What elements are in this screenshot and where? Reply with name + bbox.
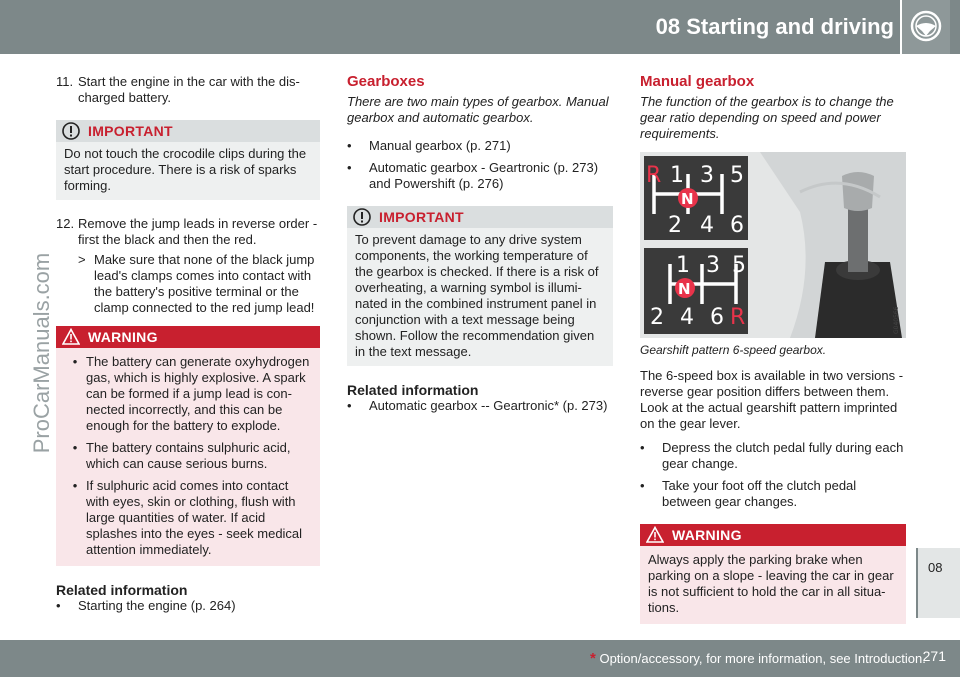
- section-intro: There are two main types of gearbox. Manual gearbox and automatic gearbox.: [347, 94, 609, 125]
- gear-label: 3: [706, 253, 720, 278]
- warning-box: [640, 524, 906, 624]
- step-number: 12.: [56, 216, 75, 231]
- asterisk: *: [590, 650, 596, 667]
- section-intro: The function of the gearbox is to change the gear ratio depending on speed and power requirements.: [640, 94, 894, 141]
- warning-label: WARNING: [88, 329, 158, 345]
- warning-triangle-icon: [62, 328, 80, 346]
- exclamation-icon: [62, 122, 80, 140]
- figure-code: G040566: [893, 306, 900, 334]
- sub-step-marker: >: [78, 252, 86, 267]
- gear-label: 1: [670, 163, 684, 188]
- column-3: [640, 74, 906, 624]
- gear-label: 5: [732, 253, 746, 278]
- footer-note-text: Option/accessory, for more information, see Introduction.: [599, 651, 926, 666]
- step-number: 11.: [56, 74, 74, 89]
- important-text: To prevent damage to any drive system components, the working temperature of the gearbox is checked. If there is a risk of overheating, a warning symbol is illumi- nated in the combined instrument panel in conjunction with a text message being shown. Follow the recommendation given in the text message.: [347, 228, 613, 366]
- list-item: • Take your foot off the clutch pedal between gear changes.: [640, 478, 857, 509]
- step-text: Start the engine in the car with the dis- charged battery.: [78, 74, 300, 105]
- warning-item: • The battery can generate oxyhydrogen gas, which is highly explosive. A spark can be formed if a jump lead is con- nected incorrectly, and this can be enough for the battery to explode.: [72, 354, 310, 433]
- warning-box: [56, 326, 320, 566]
- chapter-icon-box: [900, 0, 950, 54]
- important-box: [347, 206, 613, 366]
- warning-triangle-icon: [646, 526, 664, 544]
- gear-label: 6: [730, 213, 744, 238]
- reverse-label: R: [646, 163, 662, 188]
- related-link[interactable]: • Automatic gearbox -- Geartronic* (p. 273): [347, 398, 608, 413]
- neutral-label: N: [681, 190, 694, 208]
- watermark: ProCarManuals.com: [29, 252, 54, 454]
- important-box: [56, 120, 320, 200]
- gearshift-figure: [640, 152, 906, 338]
- related-info: [56, 582, 320, 614]
- section-title: Gearboxes: [347, 73, 425, 90]
- gearshift-illustration: [640, 152, 906, 338]
- warning-text: Always apply the parking brake when parking on a slope - leaving the car in gear is not sufficient to hold the car in all situa- tions.: [640, 546, 906, 624]
- step-text: Remove the jump leads in reverse order - first the black and then the red.: [78, 216, 318, 247]
- chapter-tab[interactable]: [916, 548, 960, 618]
- important-header: [56, 120, 320, 142]
- gear-label: 4: [680, 305, 694, 330]
- important-text: Do not touch the crocodile clips during the start procedure. There is a risk of sparks forming.: [56, 142, 320, 200]
- gear-label: 2: [668, 213, 682, 238]
- section-title: Manual gearbox: [640, 73, 755, 90]
- important-label: IMPORTANT: [379, 209, 464, 225]
- important-label: IMPORTANT: [88, 123, 173, 139]
- gearbox-link[interactable]: • Manual gearbox (p. 271): [347, 138, 511, 153]
- gear-label: 5: [730, 163, 744, 188]
- figure-caption: Gearshift pattern 6-speed gearbox.: [640, 343, 827, 357]
- warning-item: • If sulphuric acid comes into contact with eyes, skin or clothing, flush with large quantities of water. If acid splashes into the eyes - seek medical attention immediately.: [72, 478, 303, 557]
- sub-step-text: Make sure that none of the black jump lead's clamps comes into contact with the battery's positive terminal or the clamp connected to the red jump lead!: [94, 252, 315, 315]
- related-title: Related information: [347, 382, 479, 398]
- list-item: • Depress the clutch pedal fully during each gear change.: [640, 440, 904, 471]
- important-header: [347, 206, 613, 228]
- steering-wheel-icon: [909, 9, 943, 43]
- body-text: The 6-speed box is available in two versions - reverse gear position differs between them. Look at the actual gearshift pattern imprinted on the gear lever.: [640, 368, 904, 431]
- gearbox-link[interactable]: • Automatic gearbox - Geartronic (p. 273) and Powershift (p. 276): [347, 160, 599, 191]
- gear-label: 4: [700, 213, 714, 238]
- warning-header: [640, 524, 906, 546]
- related-title: Related information: [56, 582, 188, 598]
- footer-note: [590, 650, 926, 667]
- sub-step: [56, 252, 320, 316]
- chapter-tab-label: 08: [928, 560, 943, 575]
- gear-label: 2: [650, 305, 664, 330]
- page-header: [0, 0, 960, 54]
- gear-label: 6: [710, 305, 724, 330]
- chapter-title: 08 Starting and driving: [655, 14, 894, 39]
- neutral-label: N: [678, 280, 691, 298]
- step-11: [56, 74, 320, 106]
- warning-body: [56, 348, 320, 566]
- page-number: 271: [922, 648, 946, 664]
- warning-label: WARNING: [672, 527, 742, 543]
- related-link[interactable]: • Starting the engine (p. 264): [56, 598, 236, 613]
- warning-header: [56, 326, 320, 348]
- related-info: [347, 382, 613, 414]
- page-footer: [0, 640, 960, 677]
- reverse-label: R: [730, 305, 746, 330]
- exclamation-icon: [353, 208, 371, 226]
- gear-label: 1: [676, 253, 690, 278]
- warning-item: • The battery contains sulphuric acid, which can cause serious burns.: [72, 440, 291, 471]
- step-12: [56, 216, 320, 248]
- column-2: [347, 74, 613, 414]
- column-1: [56, 74, 320, 614]
- gear-label: 3: [700, 163, 714, 188]
